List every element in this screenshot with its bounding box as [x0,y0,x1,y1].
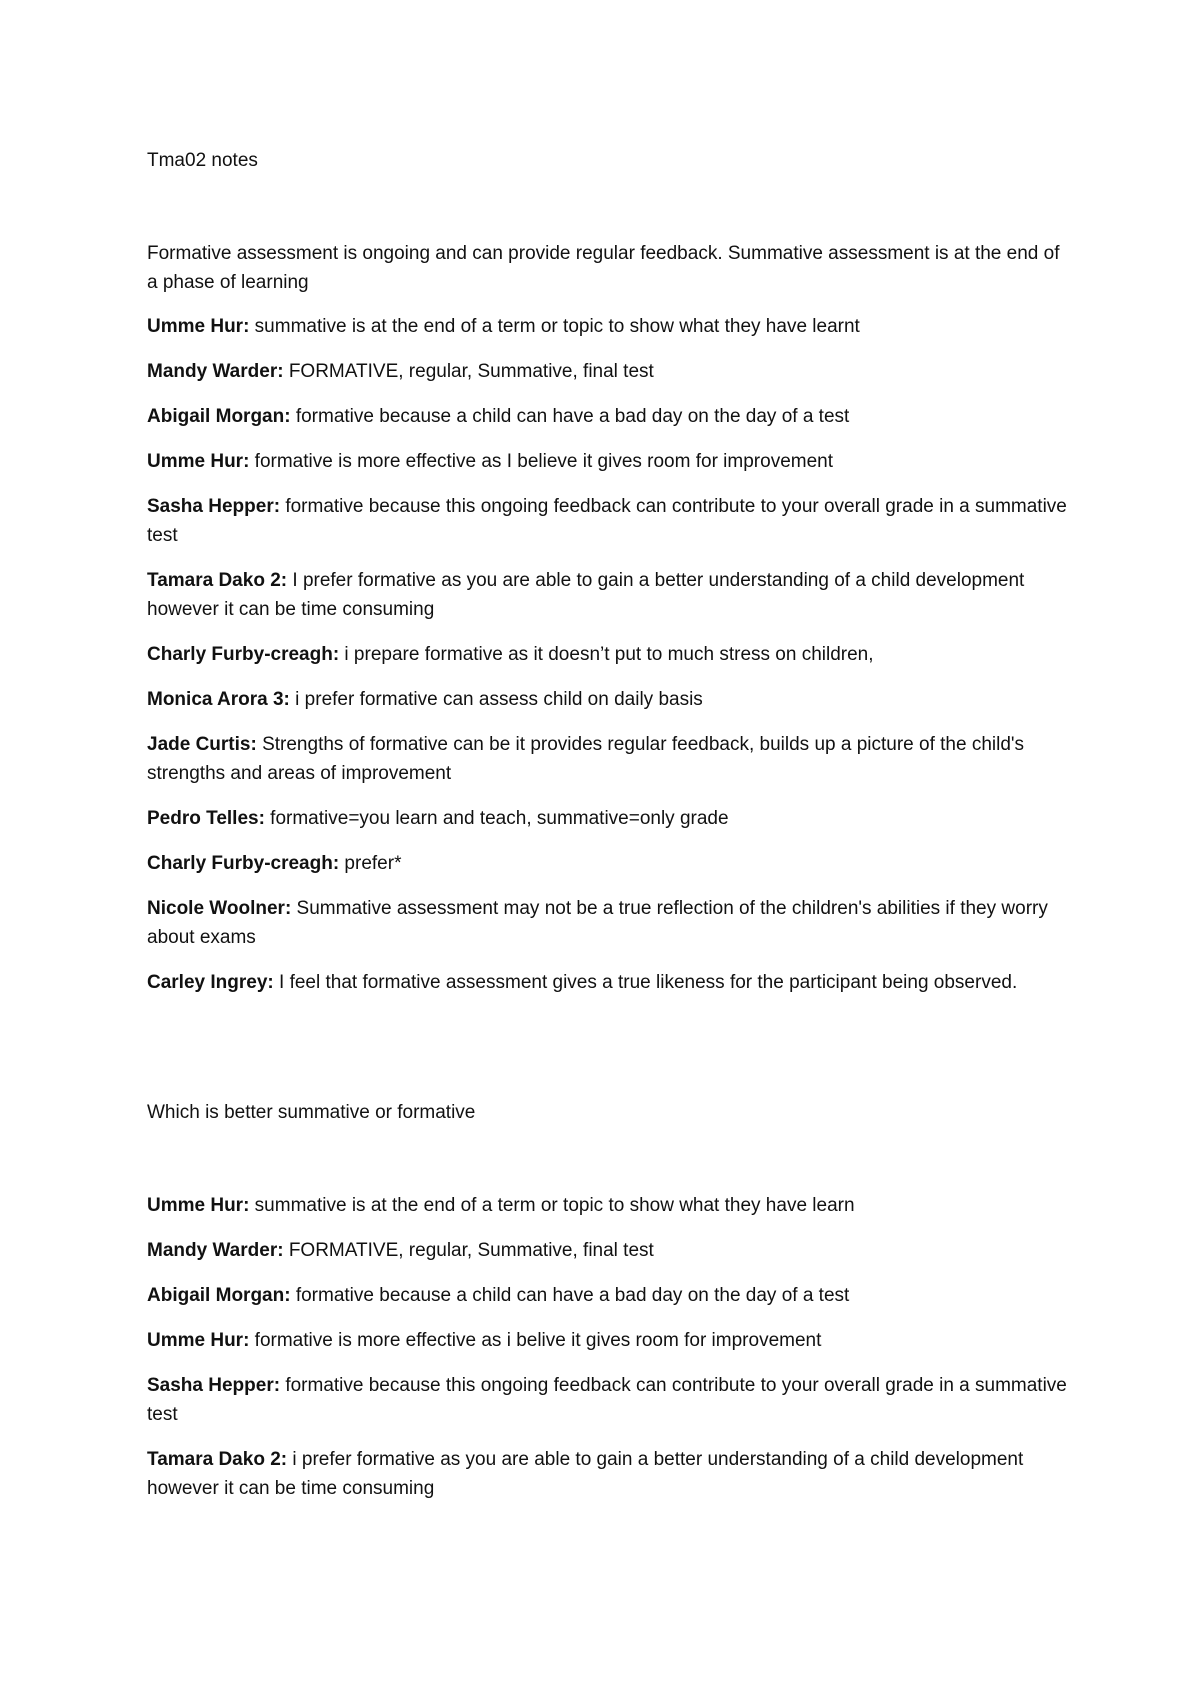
intro-paragraph: Formative assessment is ongoing and can provide regular feedback. Summative assessment is at the end of a phase of learning [147,243,1060,293]
comment-entry [147,1236,1067,1265]
comment-author: Charly Furby-creagh: [147,853,340,874]
comment-text: FORMATIVE, regular, Summative, final test [283,361,654,382]
comment-entry [147,1326,1067,1355]
comment-entry [147,640,1067,669]
comment-entry [147,447,1067,476]
comment-entry [147,685,1067,714]
comment-text: formative because a child can have a bad day on the day of a test [290,1285,850,1306]
comment-list-second [147,1191,1067,1503]
comment-author: Abigail Morgan: [147,406,291,427]
comment-author: Jade Curtis: [147,734,257,755]
comment-text: I prefer formative as you are able to gain a better understanding of a child development however it can be time consuming [147,570,1025,620]
comment-author: Sasha Hepper: [147,1375,281,1396]
comment-entry [147,849,1067,878]
comment-entry [147,894,1067,952]
comment-text: i prefer formative as you are able to gain a better understanding of a child development however it can be time consuming [147,1449,1024,1499]
comment-author: Mandy Warder: [147,361,284,382]
comment-text: formative because a child can have a bad day on the day of a test [290,406,850,427]
comment-entry [147,1281,1067,1310]
comment-author: Charly Furby-creagh: [147,644,340,665]
comment-entry [147,357,1067,386]
comment-author: Monica Arora 3: [147,689,290,710]
comment-entry [147,492,1067,550]
comment-text: formative because this ongoing feedback can contribute to your overall grade in a summative test [147,1375,1067,1425]
comment-author: Carley Ingrey: [147,972,274,993]
comment-text: formative is more effective as I believe it gives room for improvement [249,451,833,472]
comment-text: summative is at the end of a term or topic to show what they have learnt [249,316,860,337]
section-heading: Which is better summative or formative [147,1102,476,1123]
comment-entry [147,968,1067,997]
comment-entry [147,1445,1067,1503]
comment-text: formative is more effective as i belive it gives room for improvement [249,1330,822,1351]
comment-author: Umme Hur: [147,1195,250,1216]
comment-text: formative because this ongoing feedback can contribute to your overall grade in a summative test [147,496,1067,546]
comment-text: I feel that formative assessment gives a true likeness for the participant being observed. [273,972,1018,993]
comment-author: Umme Hur: [147,1330,250,1351]
comment-author: Tamara Dako 2: [147,570,288,591]
comment-entry [147,566,1067,624]
comment-author: Pedro Telles: [147,808,265,829]
comment-author: Umme Hur: [147,451,250,472]
comment-text: Summative assessment may not be a true reflection of the children's abilities if they worry about exams [147,898,1048,948]
comment-entry [147,1371,1067,1429]
comment-text: FORMATIVE, regular, Summative, final test [283,1240,654,1261]
comment-author: Sasha Hepper: [147,496,281,517]
comment-text: i prepare formative as it doesn’t put to much stress on children, [339,644,874,665]
comment-author: Tamara Dako 2: [147,1449,288,1470]
comment-author: Mandy Warder: [147,1240,284,1261]
comment-entry [147,804,1067,833]
comment-text: Strengths of formative can be it provides regular feedback, builds up a picture of the child's strengths and areas of improvement [147,734,1025,784]
comment-entry [147,1191,1067,1220]
comment-entry [147,312,1067,341]
comment-entry [147,402,1067,431]
comment-entry [147,730,1067,788]
comment-text: i prefer formative can assess child on daily basis [289,689,703,710]
comment-author: Umme Hur: [147,316,250,337]
comment-list-first [147,312,1067,997]
comment-author: Abigail Morgan: [147,1285,291,1306]
document-body [147,146,1067,1519]
document-title: Tma02 notes [147,150,258,171]
comment-text: formative=you learn and teach, summative=only grade [264,808,729,829]
comment-text: prefer* [339,853,402,874]
comment-text: summative is at the end of a term or topic to show what they have learn [249,1195,855,1216]
comment-author: Nicole Woolner: [147,898,292,919]
